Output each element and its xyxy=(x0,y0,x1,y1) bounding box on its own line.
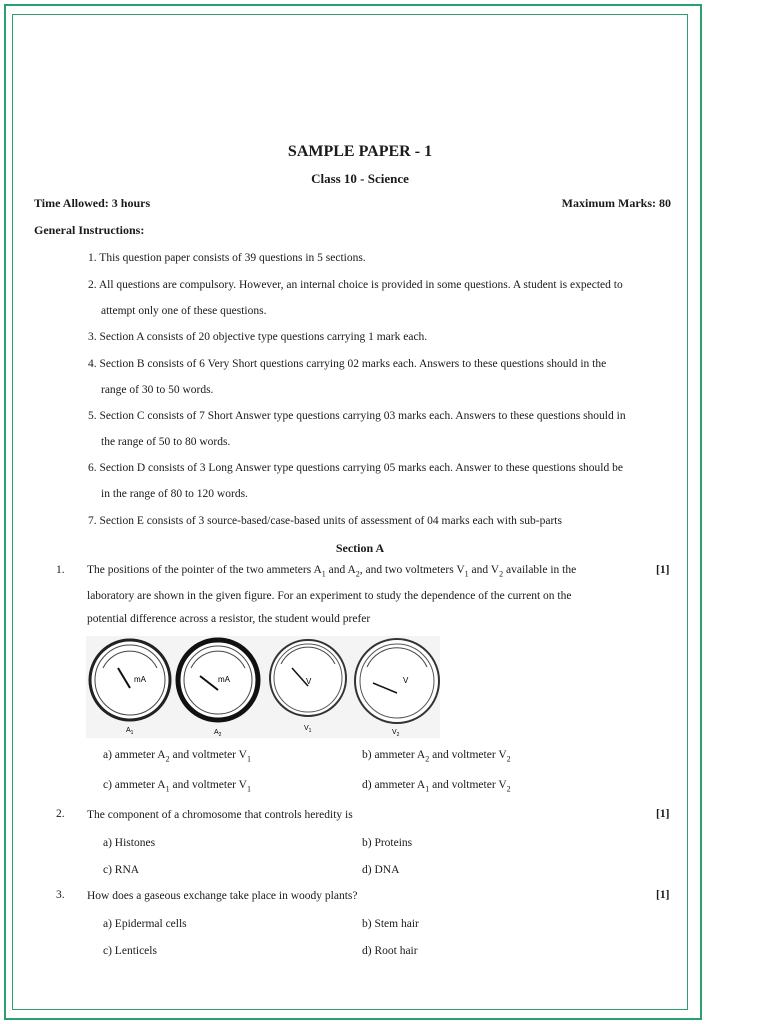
question-1-line-2: laboratory are shown in the given figure. For an experiment to study the dependence of the current on the xyxy=(87,590,572,603)
option-text: a) ammeter A xyxy=(103,749,166,761)
instruction-6 xyxy=(88,455,673,507)
option-sub: 2 xyxy=(506,784,511,794)
instruction-text-cont: range of 30 to 50 words. xyxy=(101,384,214,396)
meter-a1 xyxy=(90,640,170,720)
q1-subscript: 2 xyxy=(499,569,504,579)
instruction-2 xyxy=(88,272,673,324)
option-sub: 1 xyxy=(425,784,430,794)
option-sub: 1 xyxy=(165,784,170,794)
question-3-option-a: a) Epidermal cells xyxy=(103,918,187,930)
meter-label: A xyxy=(126,727,131,734)
option-sub: 1 xyxy=(247,784,251,794)
question-1-number: 1. xyxy=(56,564,65,576)
instruction-text: 5. Section C consists of 7 Short Answer type questions carrying 03 marks each. Answers to these questions should in xyxy=(88,410,626,422)
meter-label-sub: 2 xyxy=(396,732,400,738)
question-3-option-b: b) Stem hair xyxy=(362,918,419,930)
q1-text-part: The positions of the pointer of the two ammeters A xyxy=(87,564,322,576)
option-sub: 2 xyxy=(425,754,430,764)
instruction-7 xyxy=(88,508,673,534)
question-1-line-1 xyxy=(87,559,632,585)
question-1-option-c xyxy=(103,779,251,793)
option-text: and voltmeter V xyxy=(429,779,507,791)
question-3-text: How does a gaseous exchange take place in woody plants? xyxy=(87,890,358,902)
question-1-marks: [1] xyxy=(656,564,670,576)
option-text: and voltmeter V xyxy=(169,749,247,761)
instruction-3 xyxy=(88,324,673,350)
instruction-5 xyxy=(88,403,673,455)
question-3-option-d: d) Root hair xyxy=(362,945,418,957)
option-sub: 2 xyxy=(165,754,170,764)
meter-unit: mA xyxy=(134,675,146,684)
q1-subscript: 1 xyxy=(464,569,469,579)
question-1-option-a xyxy=(103,749,251,763)
paper-title: SAMPLE PAPER - 1 xyxy=(287,143,433,160)
meter-label: V xyxy=(392,729,397,736)
q1-text-part: and V xyxy=(468,564,500,576)
option-text: and voltmeter V xyxy=(429,749,507,761)
meter-face xyxy=(95,645,165,715)
meters-figure xyxy=(86,636,440,738)
instruction-text-cont: attempt only one of these questions. xyxy=(101,305,267,317)
q1-subscript: 1 xyxy=(321,569,326,579)
meter-face xyxy=(360,644,434,718)
q1-text-part: available in the xyxy=(503,564,577,576)
option-sub: 2 xyxy=(506,754,511,764)
question-1-option-d xyxy=(362,779,511,793)
option-text: and voltmeter V xyxy=(169,779,247,791)
instruction-text-cont: in the range of 80 to 120 words. xyxy=(101,488,248,500)
paper-subtitle: Class 10 - Science xyxy=(311,171,409,186)
option-text: b) ammeter A xyxy=(362,749,426,761)
instruction-text-cont: the range of 50 to 80 words. xyxy=(101,436,231,448)
question-3-marks: [1] xyxy=(656,889,670,901)
general-instructions-heading: General Instructions: xyxy=(34,223,145,237)
question-3-number: 3. xyxy=(56,889,65,901)
option-text: c) ammeter A xyxy=(103,779,166,791)
meter-unit: V xyxy=(403,676,409,685)
maximum-marks: Maximum Marks: 80 xyxy=(561,196,671,210)
meter-v1 xyxy=(270,640,346,716)
question-1-text xyxy=(87,559,632,631)
meter-label: A xyxy=(214,729,219,736)
meter-v2 xyxy=(355,639,439,723)
instruction-text: 7. Section E consists of 3 source-based/case-based units of assessment of 04 marks each with sub-parts xyxy=(88,515,562,527)
q1-text-part: and A xyxy=(325,564,356,576)
instruction-4 xyxy=(88,351,673,403)
meter-label-sub: 2 xyxy=(218,732,222,738)
question-2-option-c: c) RNA xyxy=(103,864,140,876)
question-3-option-c: c) Lenticels xyxy=(103,945,157,957)
question-2-text: The component of a chromosome that controls heredity is xyxy=(87,809,353,821)
option-text: d) ammeter A xyxy=(362,779,426,791)
question-2-option-b: b) Proteins xyxy=(362,837,413,849)
meter-label: V xyxy=(304,725,309,732)
instruction-1 xyxy=(88,245,673,271)
question-2-marks: [1] xyxy=(656,808,670,820)
instruction-text: 2. All questions are compulsory. However, an internal choice is provided in some questions. A student is expected to xyxy=(88,279,623,291)
time-allowed: Time Allowed: 3 hours xyxy=(34,196,151,210)
meter-label-sub: 1 xyxy=(130,730,134,736)
question-2-option-d: d) DNA xyxy=(362,864,400,876)
instruction-text: 1. This question paper consists of 39 questions in 5 sections. xyxy=(88,252,366,264)
section-a-heading: Section A xyxy=(335,541,385,555)
meter-a2 xyxy=(178,640,258,720)
option-sub: 1 xyxy=(247,754,251,764)
question-1-line-3: potential difference across a resistor, the student would prefer xyxy=(87,613,371,626)
q1-subscript: 2 xyxy=(355,569,360,579)
instruction-text: 6. Section D consists of 3 Long Answer type questions carrying 05 marks each. Answer to these questions should be xyxy=(88,462,623,474)
instruction-text: 3. Section A consists of 20 objective type questions carrying 1 mark each. xyxy=(88,331,428,343)
meter-unit: V xyxy=(306,677,312,686)
meter-unit: mA xyxy=(218,675,230,684)
question-2-option-a: a) Histones xyxy=(103,837,156,849)
q1-text-part: , and two voltmeters V xyxy=(359,564,465,576)
instruction-text: 4. Section B consists of 6 Very Short questions carrying 02 marks each. Answers to these questions should in the xyxy=(88,358,607,370)
meter-label-sub: 1 xyxy=(308,728,312,734)
question-2-number: 2. xyxy=(56,808,65,820)
question-1-option-b xyxy=(362,749,511,763)
